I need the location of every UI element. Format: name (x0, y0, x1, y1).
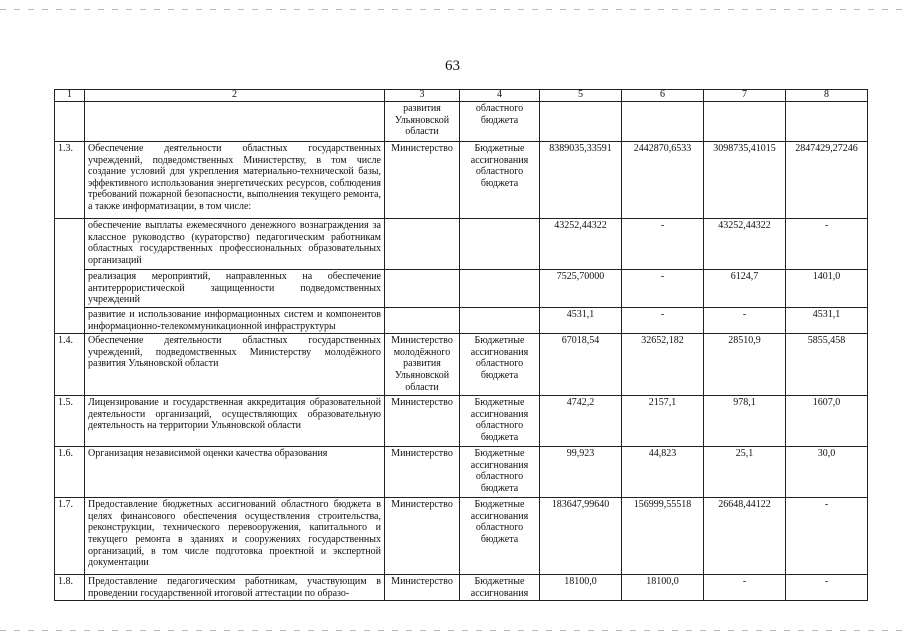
table-row (55, 142, 868, 219)
row-value-col7: - (704, 575, 786, 601)
row-executor: развития Ульяновской области (385, 102, 460, 142)
row-funding-source (460, 270, 540, 308)
row-funding-source: Бюджетные ассигнования областного бюджета (460, 396, 540, 447)
row-description (85, 102, 385, 142)
row-description: Предоставление бюджетных ассигнований областного бюджета в целях финансового обеспечения осуществления строительства, реконструкции, технического перевооружения, капитального и текущего ремонта в зданиях и сооружениях государственных организаций, в том числе подготовка проектной и экспертной документации (85, 498, 385, 575)
row-description: обеспечение выплаты ежемесячного денежного вознаграждения за классное руководство (кураторство) педагогическим работникам областных государственных профессиональных образовательных организаций (85, 219, 385, 270)
row-value-col8: 4531,1 (786, 308, 868, 334)
row-number: 1.6. (55, 447, 85, 498)
row-executor: Министерство молодёжного развития Ульяновской области (385, 334, 460, 396)
row-value-col7 (704, 102, 786, 142)
row-description: Организация независимой оценки качества образования (85, 447, 385, 498)
row-value-col6: 44,823 (622, 447, 704, 498)
row-value-total: 18100,0 (540, 575, 622, 601)
row-description: Обеспечение деятельности областных государственных учреждений, подведомственных Министерству, в том числе создание условий для укрепления материально-технической базы, эффективного использования энергетических ресурсов, соблюдения требований пожарной безопасности, выполнения текущего ремонта, а также информатизации, в том числе: (85, 142, 385, 219)
table-row (55, 447, 868, 498)
row-description: Лицензирование и государственная аккредитация образовательной деятельности организаций, осуществляющих образовательную деятельность на территории Ульяновской области (85, 396, 385, 447)
row-value-total: 7525,70000 (540, 270, 622, 308)
row-number (55, 308, 85, 334)
row-value-col7: 43252,44322 (704, 219, 786, 270)
scan-artifact-bottom (0, 630, 905, 631)
row-value-col6: 156999,55518 (622, 498, 704, 575)
table-row (55, 396, 868, 447)
row-number: 1.5. (55, 396, 85, 447)
row-value-col7: - (704, 308, 786, 334)
row-value-col8 (786, 102, 868, 142)
row-value-col7: 25,1 (704, 447, 786, 498)
row-description: Предоставление педагогическим работникам, участвующим в проведении государственной итоговой аттестации по образо- (85, 575, 385, 601)
header-cell-6: 6 (622, 90, 704, 102)
row-value-col6: 32652,182 (622, 334, 704, 396)
table-row (55, 102, 868, 142)
table-row (55, 334, 868, 396)
row-value-col6: 18100,0 (622, 575, 704, 601)
row-value-total: 67018,54 (540, 334, 622, 396)
row-executor: Министерство (385, 142, 460, 219)
row-description: Обеспечение деятельности областных государственных учреждений, подведомственных Министерству молодёжного развития Ульяновской области (85, 334, 385, 396)
header-cell-5: 5 (540, 90, 622, 102)
row-value-col6: - (622, 219, 704, 270)
table-row (55, 270, 868, 308)
row-number: 1.3. (55, 142, 85, 219)
row-value-col8: - (786, 575, 868, 601)
scan-artifact-top (0, 9, 905, 10)
row-value-col7: 26648,44122 (704, 498, 786, 575)
page-number: 63 (445, 58, 460, 74)
row-number: 1.7. (55, 498, 85, 575)
row-executor: Министерство (385, 575, 460, 601)
row-executor: Министерство (385, 447, 460, 498)
table-row (55, 575, 868, 601)
table-row (55, 498, 868, 575)
row-funding-source: Бюджетные ассигнования областного бюджета (460, 334, 540, 396)
row-value-total: 99,923 (540, 447, 622, 498)
row-value-col8: 5855,458 (786, 334, 868, 396)
row-funding-source: Бюджетные ассигнования областного бюджета (460, 447, 540, 498)
row-executor: Министерство (385, 498, 460, 575)
row-value-total: 183647,99640 (540, 498, 622, 575)
row-funding-source: Бюджетные ассигнования областного бюджета (460, 498, 540, 575)
header-row (55, 90, 868, 102)
row-funding-source: Бюджетные ассигнования (460, 575, 540, 601)
row-value-col6: 2157,1 (622, 396, 704, 447)
header-cell-7: 7 (704, 90, 786, 102)
row-description: развитие и использование информационных систем и компонентов информационно-телекоммуникационной инфраструктуры (85, 308, 385, 334)
row-value-col8: - (786, 498, 868, 575)
header-cell-4: 4 (460, 90, 540, 102)
row-value-col8: 1607,0 (786, 396, 868, 447)
table-row (55, 219, 868, 270)
row-number (55, 102, 85, 142)
budget-table (54, 89, 868, 601)
table-row (55, 308, 868, 334)
row-value-col7: 6124,7 (704, 270, 786, 308)
row-value-total: 4742,2 (540, 396, 622, 447)
row-funding-source: Бюджетные ассигнования областного бюджета (460, 142, 540, 219)
row-executor (385, 308, 460, 334)
row-number (55, 270, 85, 308)
row-funding-source (460, 219, 540, 270)
row-number: 1.8. (55, 575, 85, 601)
row-description: реализация мероприятий, направленных на обеспечение антитеррористической защищенности подведомственных учреждений (85, 270, 385, 308)
row-executor: Министерство (385, 396, 460, 447)
row-value-col8: 2847429,27246 (786, 142, 868, 219)
row-value-total (540, 102, 622, 142)
row-value-col6 (622, 102, 704, 142)
row-executor (385, 219, 460, 270)
header-cell-2: 2 (85, 90, 385, 102)
row-value-col8: 1401,0 (786, 270, 868, 308)
row-value-total: 8389035,33591 (540, 142, 622, 219)
row-value-col8: - (786, 219, 868, 270)
header-cell-1: 1 (55, 90, 85, 102)
row-value-col7: 28510,9 (704, 334, 786, 396)
row-funding-source: областного бюджета (460, 102, 540, 142)
row-funding-source (460, 308, 540, 334)
header-cell-3: 3 (385, 90, 460, 102)
row-value-col6: - (622, 308, 704, 334)
row-value-col8: 30,0 (786, 447, 868, 498)
row-value-col7: 3098735,41015 (704, 142, 786, 219)
row-value-col6: 2442870,6533 (622, 142, 704, 219)
row-value-total: 43252,44322 (540, 219, 622, 270)
row-number: 1.4. (55, 334, 85, 396)
row-value-total: 4531,1 (540, 308, 622, 334)
row-number (55, 219, 85, 270)
header-cell-8: 8 (786, 90, 868, 102)
row-value-col6: - (622, 270, 704, 308)
row-executor (385, 270, 460, 308)
row-value-col7: 978,1 (704, 396, 786, 447)
